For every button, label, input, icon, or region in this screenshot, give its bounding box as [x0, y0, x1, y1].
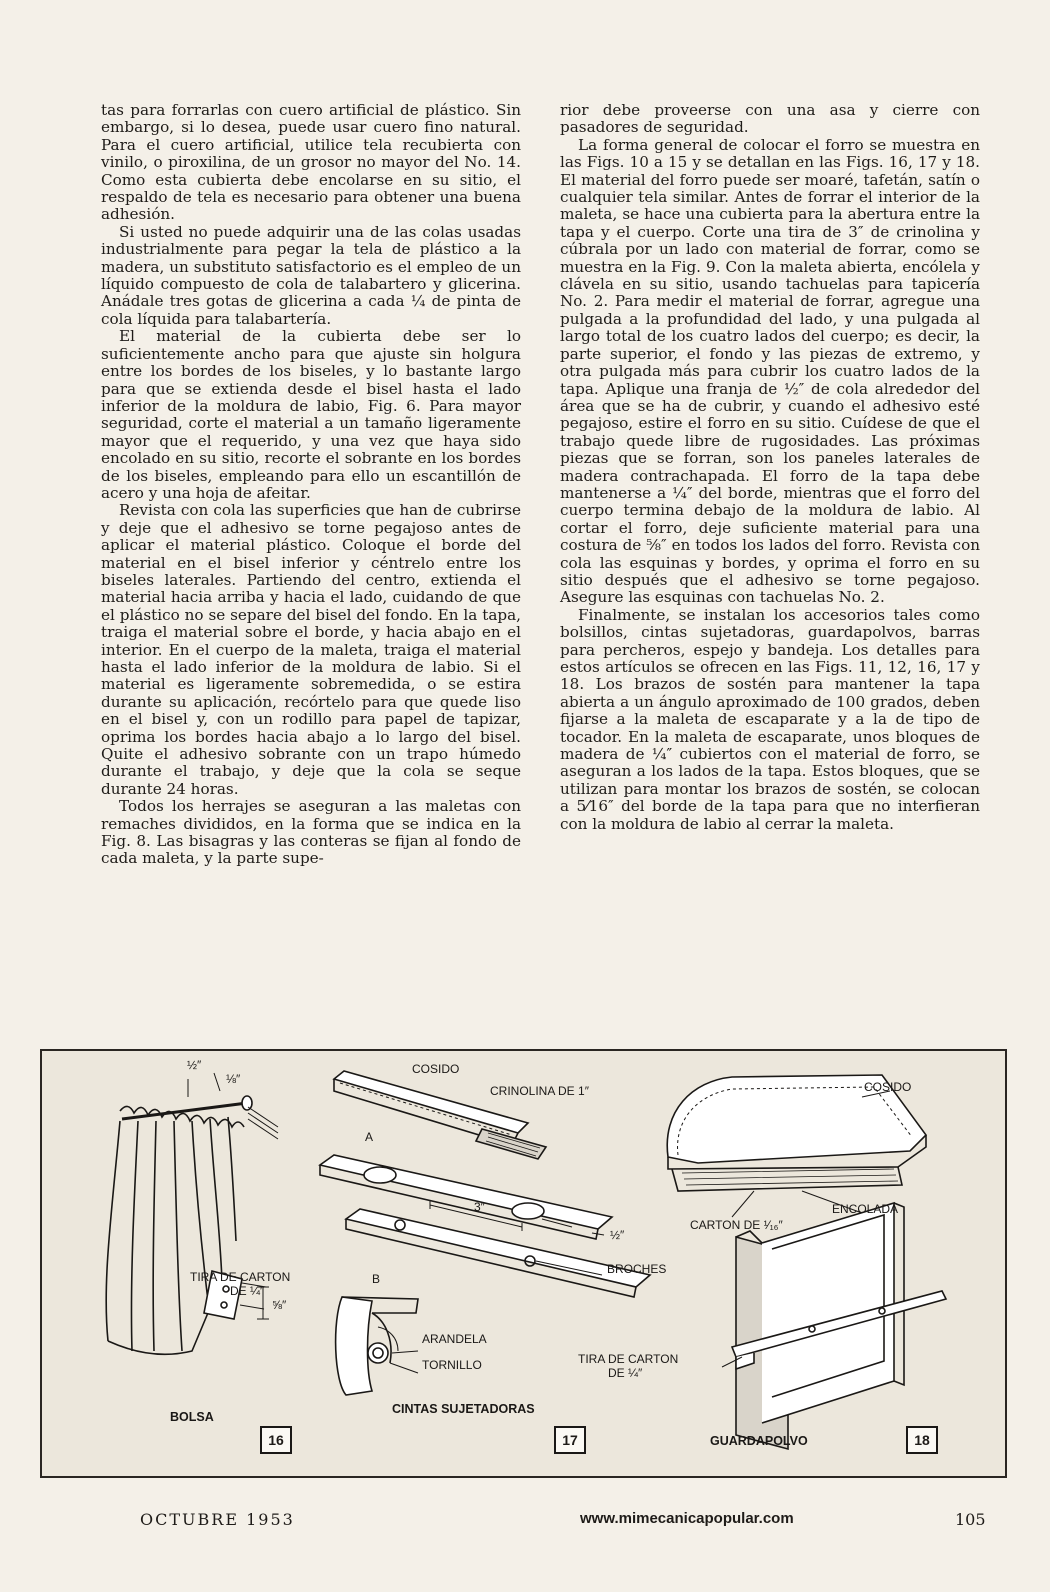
figure-number-16: 16	[260, 1426, 292, 1454]
label-dim-3: 3″	[474, 1200, 485, 1214]
article-left-column	[101, 102, 521, 868]
label-dim-half: ½″	[610, 1228, 625, 1242]
label-encolada: ENCOLADA	[832, 1202, 899, 1216]
label-arandela: ARANDELA	[422, 1332, 487, 1346]
paragraph: rior debe proveerse con una asa y cierre con pasadores de seguridad.	[560, 101, 980, 137]
label-tornillo: TORNILLO	[422, 1358, 482, 1372]
strip-label-2: DE ¼″	[230, 1284, 265, 1298]
dim-eighth-inch: ⅛″	[226, 1072, 241, 1086]
figure-number-18: 18	[906, 1426, 938, 1454]
article-right-column	[560, 102, 980, 833]
dim-half-inch: ½″	[187, 1058, 202, 1072]
paragraph: Revista con cola las superficies que han de cubrirse y deje que el adhesivo se torne pegajoso antes de aplicar el material plástico. Coloque el borde del material en el bisel inferior y céntrelo entre los biseles laterales. Partiendo del centro, extienda el material hacia arriba y hacia el lado, cuidando de que el plástico no se separe del bisel del fondo. En la tapa, traiga el material sobre el borde, y hacia abajo en el interior. En el cuerpo de la maleta, traiga el material hasta el lado inferior de la moldura de labio. Si el material es ligeramente sobremedida, o se estira durante su aplicación, recórtelo para que quede liso en el bisel y, con un rodillo para papel de tapizar, oprima los bordes hacia abajo a lo largo del bisel. Quite el adhesivo sobrante con un trapo húmedo durante el trabajo, y deje que la cola se seque durante 24 horas.	[101, 501, 521, 798]
label-cosido-b: COSIDO	[864, 1080, 912, 1094]
footer-issue-date: OCTUBRE 1953	[140, 1510, 295, 1529]
strap-drawing	[320, 1071, 650, 1395]
footer-website-link[interactable]: www.mimecanicapopular.com	[580, 1510, 794, 1527]
strip-label-1: TIRA DE CARTON	[190, 1270, 291, 1284]
dust-cover-drawing	[667, 1075, 946, 1449]
pocket-drawing	[106, 1073, 278, 1354]
caption-bolsa: BOLSA	[170, 1410, 214, 1424]
strip-label-2-b: DE ¼″	[608, 1366, 643, 1380]
illustration-panel	[40, 1049, 1007, 1478]
strip-label-1-b: TIRA DE CARTON	[578, 1352, 679, 1366]
dim-five-eighths: ⅝″	[272, 1298, 287, 1312]
caption-guardapolvo: GUARDAPOLVO	[710, 1434, 808, 1448]
paragraph: tas para forrarlas con cuero artificial de plástico. Sin embargo, si lo desea, puede usar cuero fino natural. Para el cuero artificial, utilice tela recubierta con vinilo, o piroxilina, de un grosor no mayor del No. 14. Como esta cubierta debe encolarse en su sitio, el respaldo de tela es necesario para obtener una buena adhesión.	[101, 101, 521, 224]
figure-number-17: 17	[554, 1426, 586, 1454]
label-carton-16: CARTON DE ¹⁄₁₆″	[690, 1218, 783, 1232]
paragraph: Todos los herrajes se aseguran a las maletas con remaches divididos, en la forma que se indica en la Fig. 8. Las bisagras y las conteras se fijan al fondo de cada maleta, y la parte supe-	[101, 797, 521, 868]
technical-drawing	[42, 1051, 1005, 1476]
paragraph: Finalmente, se instalan los accesorios tales como bolsillos, cintas sujetadoras, guardapolvos, barras para percheros, espejo y bandeja. Los detalles para estos artículos se ofrecen en las Figs. 11, 12, 16, 17 y 18. Los brazos de sostén para mantener la tapa abierta a un ángulo aproximado de 100 grados, deben fijarse a la maleta de escaparate y a la de tipo de tocador. En la maleta de escaparate, unos bloques de madera de ¼″ cubiertos con el material de forro, se aseguran a los lados de la tapa. Estos bloques, que se utilizan para montar los brazos de sostén, se colocan a 5⁄16″ del borde de la tapa para que no interfieran con la moldura de labio al cerrar la maleta.	[560, 605, 980, 833]
label-cosido-a: COSIDO	[412, 1062, 460, 1076]
label-detail-b: B	[372, 1272, 381, 1286]
caption-cintas: CINTAS SUJETADORAS	[392, 1402, 535, 1416]
paragraph: Si usted no puede adquirir una de las colas usadas industrialmente para pegar la tela de plástico a la madera, un substituto satisfactorio es el empleo de un líquido compuesto de cola de talabartero y glicerina. Anádale tres gotas de glicerina a cada ¼ de pinta de cola líquida para talabartería.	[101, 222, 521, 328]
page-number: 105	[955, 1510, 986, 1529]
label-broches: BROCHES	[607, 1262, 667, 1276]
label-crinolina: CRINOLINA DE 1″	[490, 1084, 589, 1098]
paragraph: El material de la cubierta debe ser lo suficientemente ancho para que ajuste sin holgura entre los bordes de los biseles, y lo bastante largo para que se extienda desde el bisel hasta el lado inferior de la moldura de labio, Fig. 6. Para mayor seguridad, corte el material a un tamaño ligeramente mayor que el requerido, y una vez que haya sido encolado en su sitio, recorte el sobrante en los bordes de los biseles, empleando para ello un escantillón de acero y una hoja de afeitar.	[101, 327, 521, 502]
paragraph: La forma general de colocar el forro se muestra en las Figs. 10 a 15 y se detallan en las Figs. 16, 17 y 18. El material del forro puede ser moaré, tafetán, satín o cualquier tela similar. Antes de forrar el interior de la maleta, se hace una cubierta para la abertura entre la tapa y el cuerpo. Corte una tira de 3″ de crinolina y cúbrala por un lado con material de forrar, como se muestra en la Fig. 9. Con la maleta abierta, encólela y clávela en su sitio, usando tachuelas para tapicería No. 2. Para medir el material de forrar, agregue una pulgada a la profundidad del lado, y una pulgada al largo total de los cuatro lados del cuerpo; es decir, la parte superior, el fondo y las piezas de extremo, y otra pulgada más para cubrir los cuatro lados de la tapa. Aplique una franja de ½″ de cola alrededor del área que se ha de cubrir, y cuando el adhesivo esté pegajoso, estire el forro en su sitio. Cuídese de que el trabajo quede libre de rugosidades. Las próximas piezas que se forran, son los paneles laterales de madera contrachapada. El forro de la tapa debe mantenerse a ¼″ del borde, mientras que el forro del cuerpo termina debajo de la moldura de labio. Al cortar el forro, deje suficiente material para una costura de ⅝″ en todos los lados del forro. Revista con cola las esquinas y bordes, y oprima el forro en su sitio después que el adhesivo se torne pegajoso. Asegure las esquinas con tachuelas No. 2.	[560, 135, 980, 607]
label-detail-a: A	[365, 1130, 374, 1144]
